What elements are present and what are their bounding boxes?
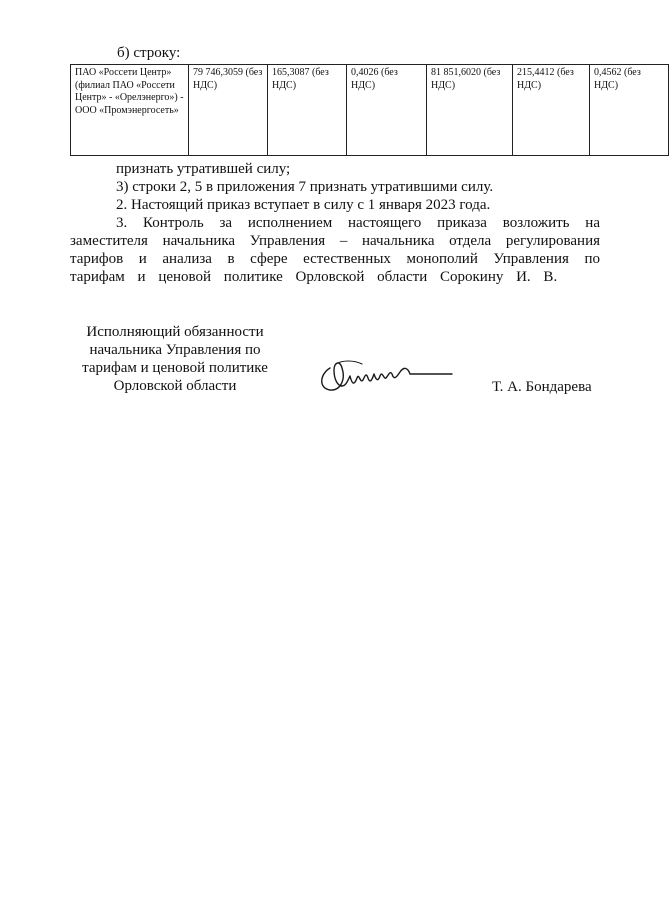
signer-position	[60, 323, 290, 395]
table-cell: 81 851,6020 (без НДС)	[427, 65, 513, 156]
body-line: признать утратившей силу;	[116, 161, 291, 177]
table-intro-label: б) строку:	[117, 45, 181, 61]
table-cell: 165,3087 (без НДС)	[268, 65, 347, 156]
document-body	[70, 160, 600, 286]
table-cell: 215,4412 (без НДС)	[513, 65, 590, 156]
table-cell: 79 746,3059 (без НДС)	[189, 65, 268, 156]
body-paragraph: 3. Контроль за исполнением настоящего приказа возложить на заместителя начальника Управления – начальника отдела регулирования тарифов и анализа в сфере естественных монополий Управления по тарифам и ценовой политике Орловской области Сорокину И. В.	[70, 215, 600, 285]
signer-position-line: начальника Управления по	[89, 342, 261, 358]
table-cell: 0,4562 (без НДС)	[590, 65, 669, 156]
table-cell: 0,4026 (без НДС)	[347, 65, 427, 156]
signer-position-line: Исполняющий обязанности	[86, 324, 264, 340]
tariff-table	[70, 64, 669, 156]
handwritten-signature	[312, 350, 462, 400]
signer-position-line: тарифам и ценовой политике	[82, 360, 268, 376]
table-row	[71, 65, 669, 156]
body-line: 2. Настоящий приказ вступает в силу с 1 января 2023 года.	[116, 197, 491, 213]
table-cell-organization: ПАО «Россети Центр» (филиал ПАО «Россети Центр» - «Орелэнерго») - ООО «Промэнергосеть»	[71, 65, 189, 156]
body-line: 3) строки 2, 5 в приложения 7 признать утратившими силу.	[116, 179, 494, 195]
signer-position-line: Орловской области	[113, 378, 237, 394]
signer-name: Т. А. Бондарева	[492, 379, 592, 395]
